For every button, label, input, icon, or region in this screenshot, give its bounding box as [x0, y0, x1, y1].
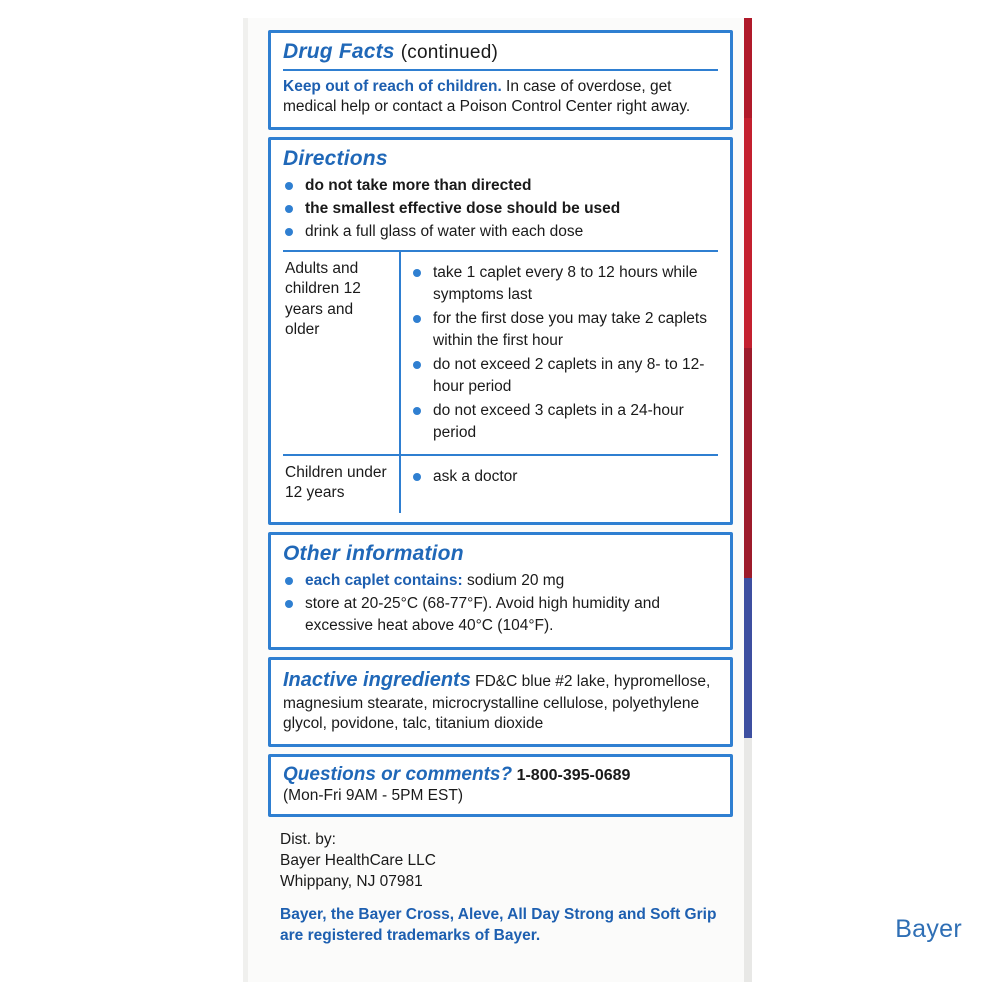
other-info-text-1: store at 20-25°C (68-77°F). Avoid high humidity and excessive heat above 40°C (104°F). [305, 594, 661, 634]
dosage-age-cell: Adults and children 12 years and older [283, 252, 401, 454]
questions-phone-number[interactable]: 1-800-395-0689 [516, 767, 631, 785]
list-item: take 1 caplet every 8 to 12 hours while symptoms last [411, 262, 718, 306]
distributor-line-2: Bayer HealthCare LLC [280, 852, 436, 870]
other-information-list [283, 570, 718, 637]
list-item: ask a doctor [411, 466, 718, 488]
dosage-instruction-list [411, 466, 718, 488]
drug-facts-box [268, 30, 733, 130]
overdose-warning-rest: In case of overdose, get medical help or contact a Poison Control Center right away. [283, 78, 691, 116]
trademark-notice: Bayer, the Bayer Cross, Aleve, All Day Strong and Soft Grip are registered trademarks of Bayer. [280, 906, 717, 945]
questions-box [268, 754, 733, 817]
other-info-bold-0: each caplet contains: [305, 571, 463, 589]
table-row [283, 456, 718, 513]
questions-hours: (Mon-Fri 9AM - 5PM EST) [283, 787, 463, 805]
package-right-edge-stripe [744, 18, 752, 982]
directions-box [268, 137, 733, 525]
footer-block [268, 829, 733, 946]
dosage-instructions-cell [401, 252, 718, 454]
directions-general-list [283, 175, 718, 243]
drug-facts-rule [283, 69, 718, 71]
inactive-ingredients-text: FD&C blue #2 lake, hypromellose, magnesium stearate, microcrystalline cellulose, polyethylene glycol, povidone, talc, titanium dioxide [283, 672, 711, 733]
dosage-table [283, 250, 718, 513]
list-item: do not exceed 2 caplets in any 8- to 12-hour period [411, 354, 718, 398]
distributor-line-3: Whippany, NJ 07981 [280, 873, 423, 891]
other-info-text-0: sodium 20 mg [462, 571, 565, 589]
overdose-warning-bold: Keep out of reach of children. [283, 78, 502, 95]
overdose-warning [283, 77, 718, 118]
list-item: do not exceed 3 caplets in a 24-hour period [411, 400, 718, 444]
list-item: do not take more than directed [283, 175, 718, 197]
label-content [268, 30, 733, 947]
other-information-title: Other information [283, 541, 464, 565]
inactive-ingredients-paragraph [283, 667, 718, 735]
package-left-edge [243, 18, 248, 982]
dosage-instruction-list [411, 262, 718, 444]
list-item: drink a full glass of water with each dose [283, 221, 718, 243]
list-item [283, 570, 718, 592]
dosage-age-cell: Children under 12 years [283, 456, 401, 513]
inactive-ingredients-box [268, 657, 733, 747]
distributor-line-1: Dist. by: [280, 831, 336, 849]
table-row [283, 252, 718, 456]
other-information-box [268, 532, 733, 650]
distributor-info [280, 829, 733, 892]
questions-title: Questions or comments? [283, 764, 513, 786]
questions-line [283, 764, 718, 786]
dosage-instructions-cell [401, 456, 718, 513]
bayer-brand-mark: Bayer [895, 915, 962, 943]
directions-title: Directions [283, 146, 388, 170]
list-item: for the first dose you may take 2 caplets within the first hour [411, 308, 718, 352]
drug-facts-title [283, 40, 718, 64]
list-item [283, 593, 718, 637]
list-item: the smallest effective dose should be used [283, 198, 718, 220]
drug-facts-title-suffix: (continued) [400, 42, 498, 63]
drug-facts-title-text: Drug Facts [283, 40, 395, 63]
inactive-ingredients-title: Inactive ingredients [283, 668, 471, 691]
